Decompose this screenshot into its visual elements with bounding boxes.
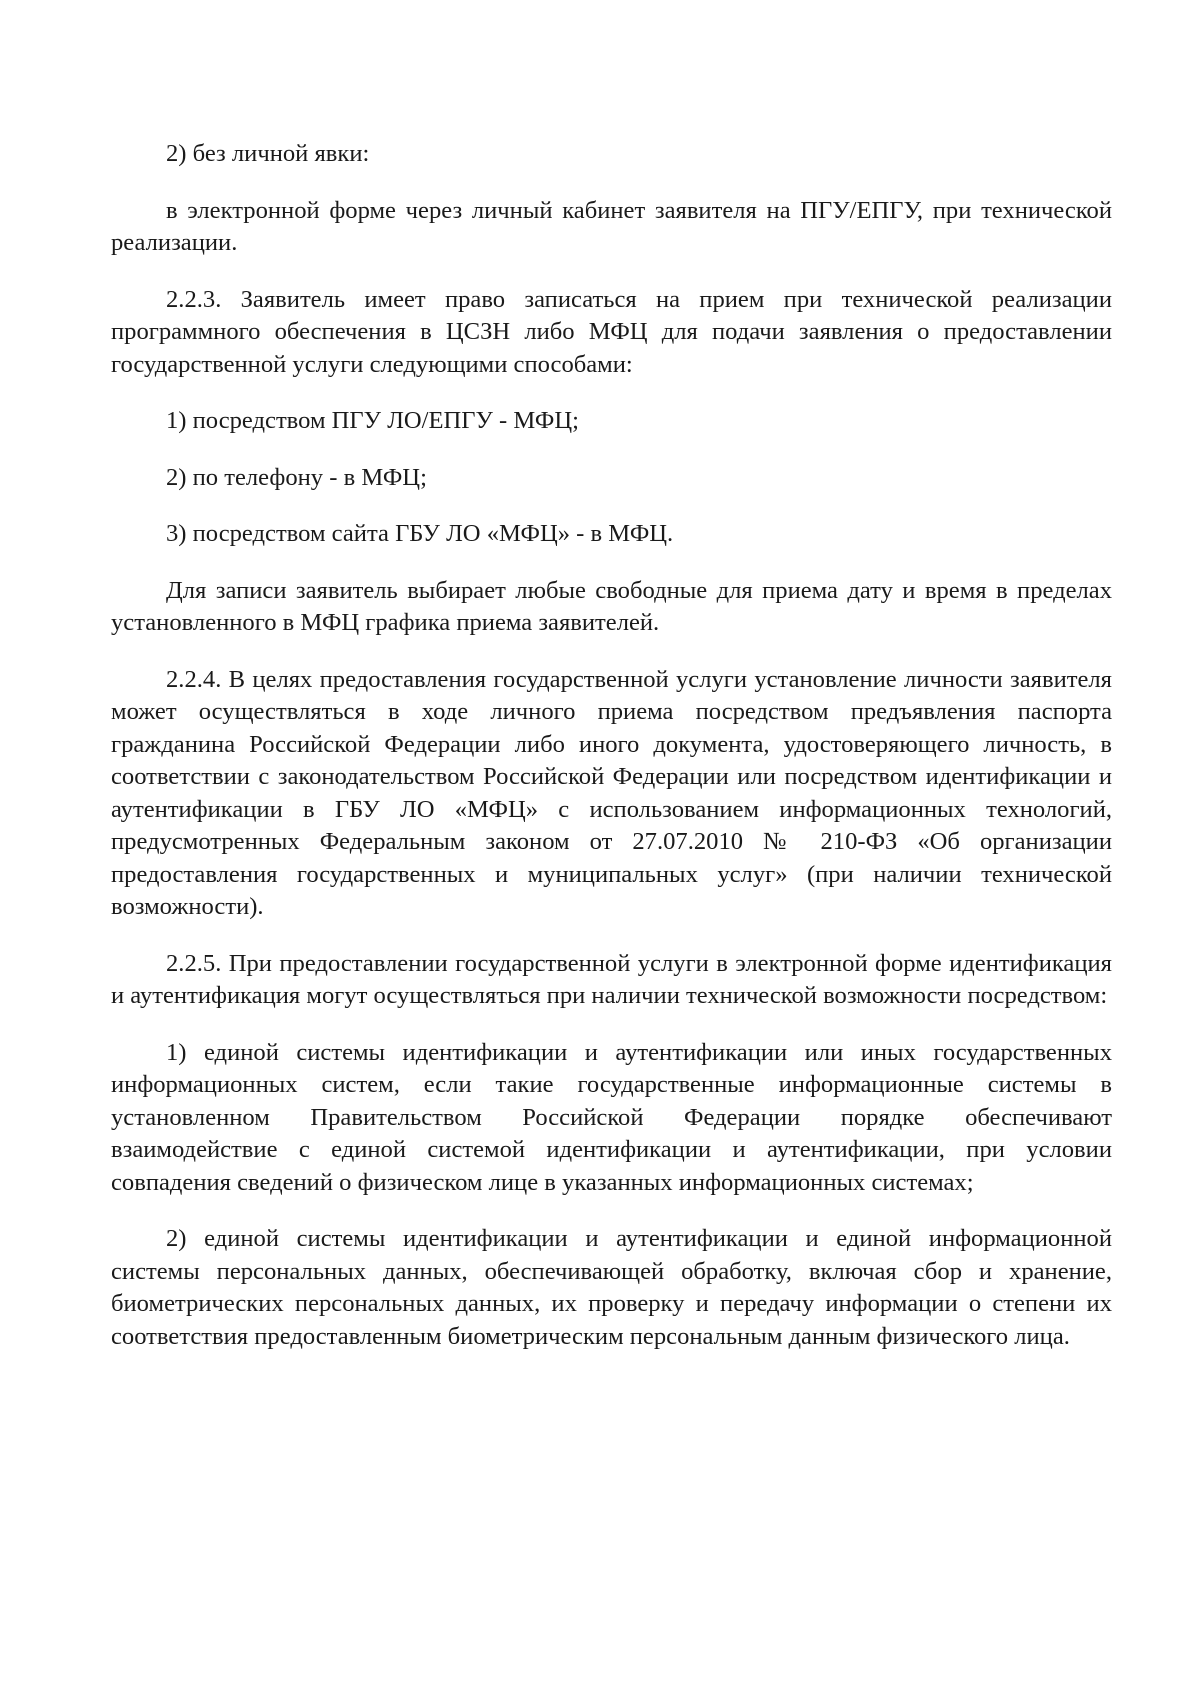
paragraph-no-personal-visit: 2) без личной явки: [166,140,370,167]
paragraph-2-2-4: 2.2.4. В целях предоставления государственной услуги установление личности заявителя может осуществляться в ходе личного приема посредством предъявления паспорта гражданина Российской Федерации либо иного документа, удостоверяющего личность, в соответствии с законодательством Российской Федерации или посредством идентификации и аутентификации в ГБУ ЛО «МФЦ» с использованием информационных технологий, предусмотренных Федеральным законом от 27.07.2010 № 210-ФЗ «Об организации предоставления государственных и муниципальных услуг» (при наличии технической возможности). [111,665,1112,920]
list-item-method-2: 2) по телефону - в МФЦ; [166,463,427,491]
paragraph-electronic-form: в электронной форме через личный кабинет заявителя на ПГУ/ЕПГУ, при технической реализации. [111,196,1112,256]
list-item-method-3: 3) посредством сайта ГБУ ЛО «МФЦ» - в МФЦ. [166,520,674,547]
paragraph-2-2-3: 2.2.3. Заявитель имеет право записаться на прием при технической реализации программного обеспечения в ЦСЗН либо МФЦ для подачи заявления о предоставлении государственной услуги следующими способами: [111,285,1112,378]
paragraph-2-2-5: 2.2.5. При предоставлении государственной услуги в электронной форме идентификация и аутентификация могут осуществляться при наличии технической возможности посредством: [111,949,1112,1009]
list-item-method-1: 1) посредством ПГУ ЛО/ЕПГУ - МФЦ; [166,407,579,434]
list-item-identification-1: 1) единой системы идентификации и аутентификации или иных государственных информационных систем, если такие государственные информационные системы в установленном Правительством Российской Федерации порядке обеспечивают взаимодействие с единой системой идентификации и аутентификации, при условии совпадения сведений о физическом лице в указанных информационных системах; [111,1038,1112,1196]
paragraph-appointment-choice: Для записи заявитель выбирает любые свободные для приема дату и время в пределах установленного в МФЦ графика приема заявителей. [111,576,1112,636]
list-item-identification-2: 2) единой системы идентификации и аутентификации и единой информационной системы персональных данных, обеспечивающей обработку, включая сбор и хранение, биометрических персональных данных, их проверку и передачу информации о степени их соответствия предоставленным биометрическим персональным данным физического лица. [111,1225,1112,1350]
